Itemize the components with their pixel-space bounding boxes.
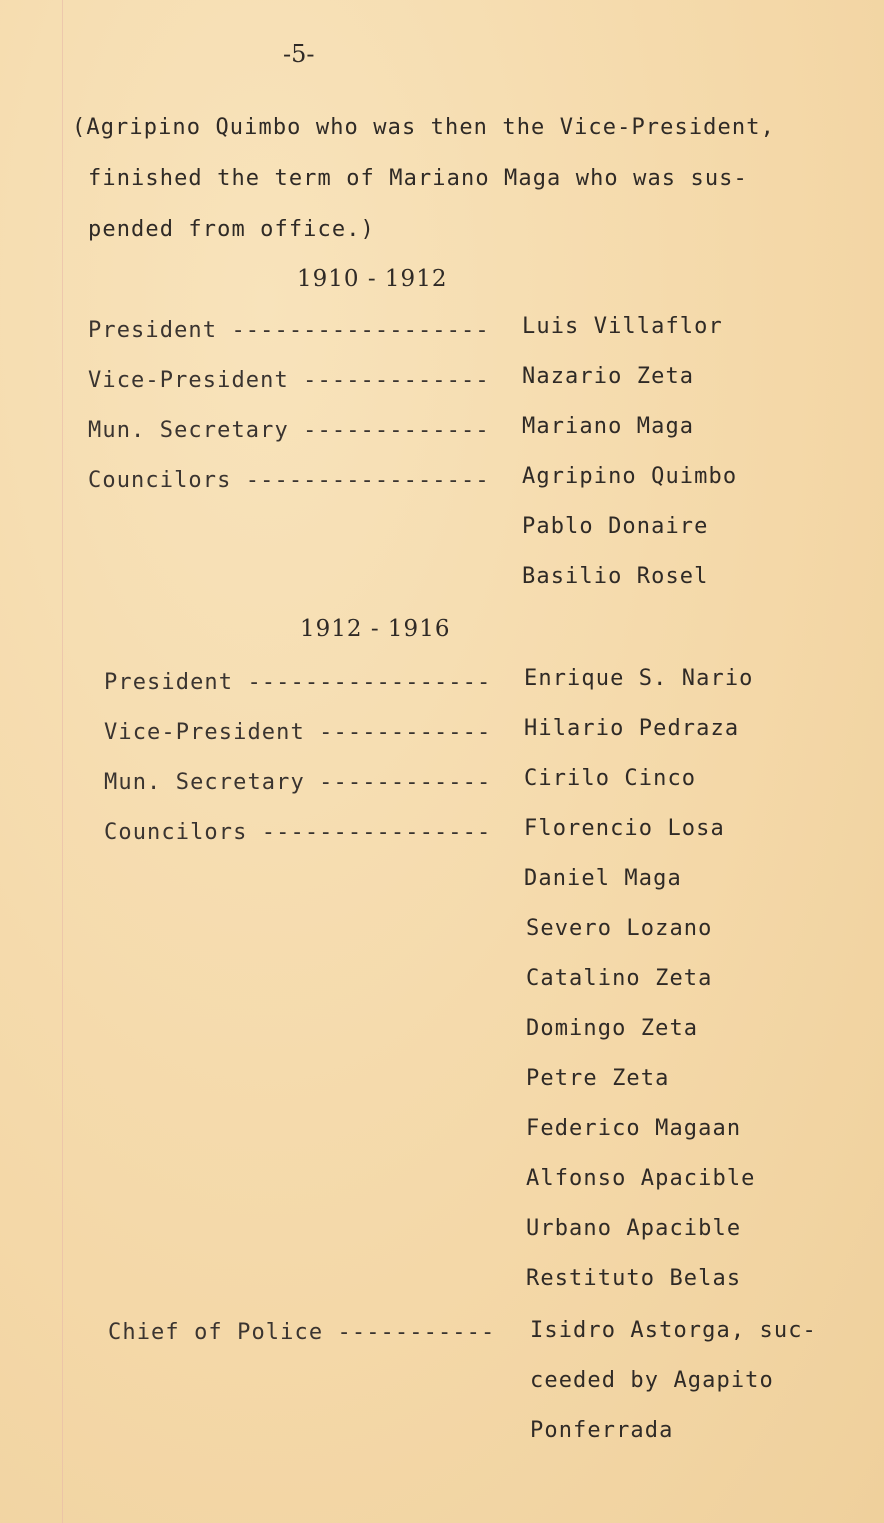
office-holder: Cirilo Cinco [524,766,697,791]
term-years-1912-1916: 1912 - 1916 [300,616,451,642]
term-years-1910-1912: 1910 - 1912 [297,266,448,292]
office-label-chief-of-police: Chief of Police ----------- [108,1320,496,1345]
councilor-name: Restituto Belas [526,1266,742,1291]
office-holder: Mariano Maga [522,414,695,439]
office-holder: Hilario Pedraza [524,716,740,741]
office-label-president: President ------------------ [88,318,490,343]
office-label-councilors: Councilors ----------------- [88,468,490,493]
office-holder: Nazario Zeta [522,364,695,389]
councilor-name: Urbano Apacible [526,1216,742,1241]
office-label-vice-president: Vice-President ------------- [88,368,490,393]
councilor-name: Florencio Losa [524,816,725,841]
office-holder-continued: ceeded by Agapito [530,1368,774,1393]
councilor-name: Basilio Rosel [522,564,709,589]
office-holder: Luis Villaflor [522,314,723,339]
office-label-mun-secretary: Mun. Secretary ------------- [88,418,490,443]
intro-line-3: pended from office.) [88,217,375,242]
office-holder-continued: Ponferrada [530,1418,674,1443]
office-label-vice-president: Vice-President ------------ [104,720,492,745]
office-label-mun-secretary: Mun. Secretary ------------ [104,770,492,795]
office-holder: Isidro Astorga, suc- [530,1318,817,1343]
office-label-councilors: Councilors ---------------- [104,820,492,845]
councilor-name: Federico Magaan [526,1116,742,1141]
councilor-name: Domingo Zeta [526,1016,699,1041]
councilor-name: Alfonso Apacible [526,1166,756,1191]
councilor-name: Petre Zeta [526,1066,670,1091]
office-holder: Enrique S. Nario [524,666,754,691]
intro-line-2: finished the term of Mariano Maga who was sus- [88,166,748,191]
councilor-name: Daniel Maga [524,866,682,891]
councilor-name: Agripino Quimbo [522,464,738,489]
margin-rule [62,0,63,1523]
councilor-name: Severo Lozano [526,916,713,941]
office-label-president: President ----------------- [104,670,492,695]
intro-line-1: (Agripino Quimbo who was then the Vice-President, [72,115,775,140]
councilor-name: Catalino Zeta [526,966,713,991]
councilor-name: Pablo Donaire [522,514,709,539]
page-number: -5- [283,40,315,68]
